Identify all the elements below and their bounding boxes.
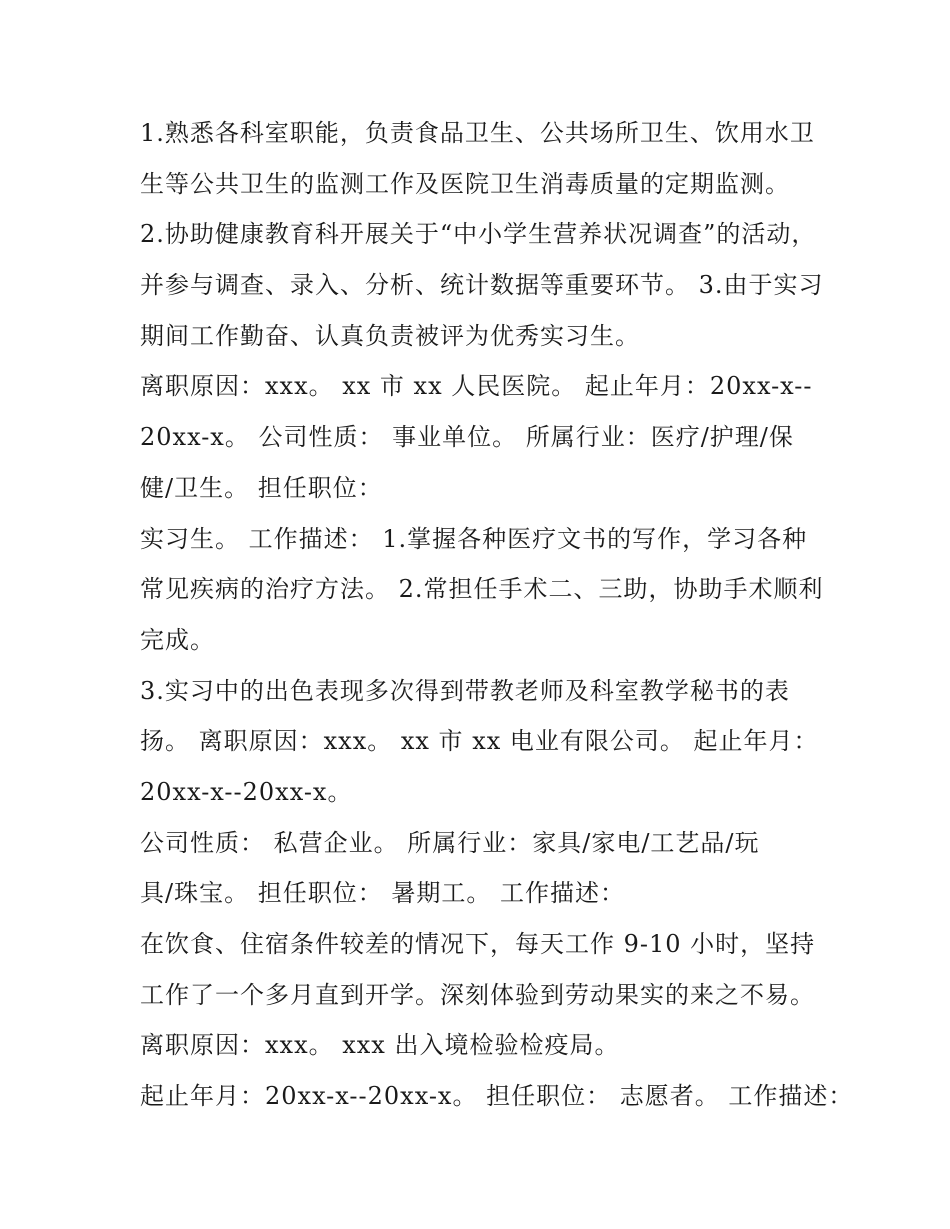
text-line: 期间工作勤奋、认真负责被评为优秀实习生。 <box>140 321 640 350</box>
text-line: 工作了一个多月直到开学。深刻体验到劳动果实的来之不易。 <box>140 980 815 1009</box>
text-line: 3.实习中的出色表现多次得到带教老师及科室教学秘书的表 <box>140 676 790 705</box>
text-line: 在饮食、住宿条件较差的情况下，每天工作 9-10 小时，坚持 <box>140 930 816 958</box>
text-line: 离职原因：xxx。 xx 市 xx 人民医院。 起止年月：20xx-x-- <box>140 372 813 401</box>
document-body <box>140 108 854 1122</box>
text-line: 公司性质： 私营企业。 所属行业：家具/家电/工艺品/玩 <box>140 828 760 857</box>
text-line: 完成。 <box>140 625 215 654</box>
text-line: 健/卫生。 担任职位： <box>140 473 383 502</box>
text-line: 并参与调查、录入、分析、统计数据等重要环节。 3.由于实习 <box>140 271 824 300</box>
text-line: 起止年月：20xx-x--20xx-x。 担任职位： 志愿者。 工作描述： <box>140 1082 854 1111</box>
text-line: 实习生。 工作描述： 1.掌握各种医疗文书的写作，学习各种 <box>140 524 808 553</box>
text-line: 1.熟悉各科室职能，负责食品卫生、公共场所卫生、饮用水卫 <box>140 119 815 147</box>
text-line: 扬。 离职原因：xxx。 xx 市 xx 电业有限公司。 起止年月： <box>140 727 819 756</box>
text-line: 常见疾病的治疗方法。 2.常担任手术二、三助，协助手术顺利 <box>140 575 824 604</box>
text-line: 2.协助健康教育科开展关于“中小学生营养状况调查”的活动， <box>140 220 817 249</box>
text-line: 20xx-x--20xx-x。 <box>140 777 353 806</box>
text-line: 20xx-x。 公司性质： 事业单位。 所属行业：医疗/护理/保 <box>140 423 794 452</box>
text-line: 具/珠宝。 担任职位： 暑期工。 工作描述： <box>140 879 625 908</box>
text-line: 离职原因：xxx。 xxx 出入境检验检疫局。 <box>140 1031 620 1060</box>
text-line: 生等公共卫生的监测工作及医院卫生消毒质量的定期监测。 <box>140 169 790 198</box>
